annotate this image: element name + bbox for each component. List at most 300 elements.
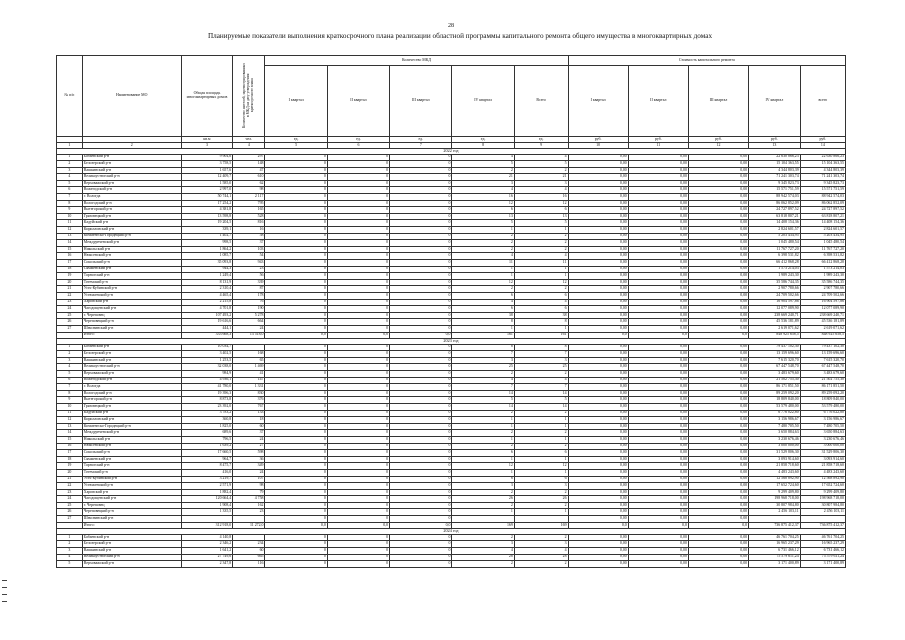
table-cell: 169 bbox=[452, 522, 514, 529]
table-cell: 0,00 bbox=[688, 502, 748, 509]
table-cell: 26 bbox=[514, 496, 568, 503]
table-cell: 0 bbox=[327, 483, 389, 490]
table-cell: 0 bbox=[327, 161, 389, 168]
table-cell: Кирилловский р-н bbox=[82, 227, 181, 234]
table-row bbox=[57, 273, 846, 280]
header-cq1: I квартал bbox=[568, 66, 628, 137]
table-row bbox=[57, 306, 846, 313]
table-cell: 0 bbox=[265, 456, 327, 463]
table-cell: 18 809 840,00 bbox=[800, 397, 845, 404]
table-cell: 0 bbox=[327, 516, 389, 523]
table-cell: 2 456 103,11 bbox=[749, 509, 801, 516]
table-cell: 0,00 bbox=[628, 200, 688, 207]
table-cell: 53 579 480,00 bbox=[749, 403, 801, 410]
table-cell: 0,00 bbox=[568, 167, 628, 174]
unit-cell: кв.м bbox=[181, 137, 233, 143]
table-cell: 107 bbox=[233, 476, 265, 483]
table-cell: 0 bbox=[390, 200, 452, 207]
table-cell: 0 bbox=[327, 390, 389, 397]
table-cell: 0 bbox=[265, 469, 327, 476]
table-cell: 9 345 823,73 bbox=[749, 180, 801, 187]
table-cell: 14 bbox=[57, 240, 83, 247]
table-cell: 21 858 718,60 bbox=[749, 463, 801, 470]
column-number: 5 bbox=[265, 143, 327, 149]
table-cell: 0,00 bbox=[628, 443, 688, 450]
table-cell: 89 259 092,20 bbox=[800, 390, 845, 397]
table-cell: 0 bbox=[390, 554, 452, 561]
table-cell: 848 925 658,5 bbox=[800, 332, 845, 339]
table-cell: 45 536 181,89 bbox=[749, 319, 801, 326]
table-cell: 0,00 bbox=[628, 240, 688, 247]
table-cell: 0,00 bbox=[628, 496, 688, 503]
table-row bbox=[57, 240, 846, 247]
table-cell: 0,00 bbox=[688, 273, 748, 280]
table-row bbox=[57, 325, 846, 332]
table-cell: 8 475,7 bbox=[181, 463, 233, 470]
table-cell: 27 bbox=[233, 443, 265, 450]
table-cell: 0,00 bbox=[628, 476, 688, 483]
table-cell: 2 bbox=[514, 246, 568, 253]
table-cell: 60 bbox=[233, 423, 265, 430]
table-cell: 0,0 bbox=[568, 522, 628, 529]
column-number: 8 bbox=[452, 143, 514, 149]
table-cell: 0 bbox=[327, 260, 389, 267]
table-cell: 0,00 bbox=[688, 423, 748, 430]
table-cell: 3 230 676,46 bbox=[749, 436, 801, 443]
table-row bbox=[57, 220, 846, 227]
table-cell: 6 398 531,82 bbox=[749, 253, 801, 260]
table-cell: 0,00 bbox=[688, 253, 748, 260]
table-cell: 4 bbox=[57, 554, 83, 561]
table-cell: 4 bbox=[514, 377, 568, 384]
table-cell: 71 241 303,74 bbox=[800, 174, 845, 181]
table-cell: 0,00 bbox=[688, 319, 748, 326]
table-cell: 0 bbox=[327, 377, 389, 384]
table-cell: 169 bbox=[514, 522, 568, 529]
table-cell: 6 bbox=[514, 292, 568, 299]
table-cell: Вожегодский р-н bbox=[82, 187, 181, 194]
margin-mark bbox=[2, 601, 7, 602]
table-cell: 0 bbox=[390, 469, 452, 476]
table-cell: 1 573 214,03 bbox=[749, 266, 801, 273]
table-cell: 0 bbox=[327, 384, 389, 391]
table-cell: 0 bbox=[327, 463, 389, 470]
table-cell: 0,00 bbox=[688, 187, 748, 194]
table-cell: 2 456 103,11 bbox=[800, 509, 845, 516]
table-cell: 0 bbox=[390, 253, 452, 260]
table-cell: 13 bbox=[452, 213, 514, 220]
table-cell: 1 253,5 bbox=[181, 357, 233, 364]
table-cell: 0,00 bbox=[568, 377, 628, 384]
table-cell: 2 bbox=[452, 502, 514, 509]
table-cell: Никольский р-н bbox=[82, 246, 181, 253]
table-cell: 2 bbox=[514, 502, 568, 509]
table-cell: 25 bbox=[452, 364, 514, 371]
table-cell: 4 381,8 bbox=[181, 207, 233, 214]
header-ctotal: всего bbox=[800, 66, 845, 137]
table-cell: Нюксенский р-н bbox=[82, 253, 181, 260]
table-cell: 3 bbox=[514, 483, 568, 490]
table-cell: 3 650 884,63 bbox=[749, 430, 801, 437]
table-cell: 67 447 548,70 bbox=[800, 364, 845, 371]
table-cell: 0 bbox=[390, 174, 452, 181]
header-num: № п/п bbox=[57, 56, 83, 137]
table-cell: 0,00 bbox=[688, 547, 748, 554]
table-cell: 0,00 bbox=[688, 476, 748, 483]
margin-mark bbox=[2, 587, 7, 588]
table-cell: 3 bbox=[57, 547, 83, 554]
table-cell: 0 bbox=[265, 496, 327, 503]
table-cell: 0,00 bbox=[628, 534, 688, 541]
table-cell: 0 bbox=[390, 443, 452, 450]
table-cell: 12 bbox=[57, 417, 83, 424]
table-cell: 0 bbox=[327, 207, 389, 214]
unit-cell: ед. bbox=[390, 137, 452, 143]
table-cell: 0 bbox=[390, 180, 452, 187]
table-cell: 0 bbox=[327, 312, 389, 319]
table-cell: 795 bbox=[233, 200, 265, 207]
table-cell: 16 bbox=[514, 194, 568, 201]
table-cell: 0,00 bbox=[688, 534, 748, 541]
table-cell: 0 bbox=[390, 489, 452, 496]
table-cell: 6 bbox=[452, 207, 514, 214]
table-cell: 5 bbox=[452, 220, 514, 227]
table-cell: 0 bbox=[390, 364, 452, 371]
table-cell: 9 bbox=[57, 397, 83, 404]
table-cell: Верховажский р-н bbox=[82, 371, 181, 378]
table-row bbox=[57, 246, 846, 253]
table-cell: 0 bbox=[390, 299, 452, 306]
table-row bbox=[57, 174, 846, 181]
table-cell: 2 bbox=[514, 233, 568, 240]
table-row bbox=[57, 299, 846, 306]
table-row bbox=[57, 351, 846, 358]
table-cell: 0,00 bbox=[628, 260, 688, 267]
table-cell: Междуреченский р-н bbox=[82, 430, 181, 437]
table-cell: 3 758,5 bbox=[181, 161, 233, 168]
table-cell: 0 bbox=[390, 371, 452, 378]
table-cell: 14 408 154,36 bbox=[800, 220, 845, 227]
table-cell: 14 bbox=[514, 390, 568, 397]
table-cell: 0,00 bbox=[688, 456, 748, 463]
table-cell: Бабаевский р-н bbox=[82, 534, 181, 541]
table-cell: 89 259 092,20 bbox=[749, 390, 801, 397]
table-cell: 1 bbox=[57, 154, 83, 161]
table-cell: 1 bbox=[514, 509, 568, 516]
table-cell: Шекснинский р-н bbox=[82, 516, 181, 523]
table-cell: 0,00 bbox=[628, 364, 688, 371]
table-cell: 0,0 bbox=[327, 332, 389, 339]
table-cell: 0,00 bbox=[628, 456, 688, 463]
table-cell: 38 bbox=[514, 312, 568, 319]
table-cell bbox=[57, 332, 83, 339]
table-cell: 0,00 bbox=[568, 469, 628, 476]
table-cell: 88 942 574,03 bbox=[749, 194, 801, 201]
table-cell: 1 469 bbox=[233, 364, 265, 371]
table-cell: 11 bbox=[57, 220, 83, 227]
table-cell: 3 171 400,89 bbox=[800, 561, 845, 568]
table-cell: 2 824 601,57 bbox=[800, 227, 845, 234]
table-cell: 0 bbox=[390, 463, 452, 470]
table-row bbox=[57, 509, 846, 516]
table-cell: 23 bbox=[57, 299, 83, 306]
table-cell: 30 807 984,80 bbox=[749, 502, 801, 509]
table-cell: 0,00 bbox=[688, 561, 748, 568]
table-cell: 4 bbox=[452, 253, 514, 260]
table-cell: 9 299 409,80 bbox=[749, 489, 801, 496]
table-cell: 19 204,5 bbox=[181, 220, 233, 227]
table-cell: Чагодощенский р-н bbox=[82, 496, 181, 503]
table-cell: 767 bbox=[233, 403, 265, 410]
table-cell: 19 396,3 bbox=[181, 390, 233, 397]
table-cell: 0,00 bbox=[688, 312, 748, 319]
table-cell: 2 bbox=[514, 371, 568, 378]
table-cell: 2 310,4 bbox=[181, 286, 233, 293]
table-row bbox=[57, 384, 846, 391]
table-cell: 0,0 bbox=[390, 522, 452, 529]
table-cell: 2 bbox=[452, 371, 514, 378]
table-cell: 0 bbox=[265, 344, 327, 351]
table-cell: 4 bbox=[514, 299, 568, 306]
table-cell: 178 bbox=[233, 292, 265, 299]
table-row bbox=[57, 279, 846, 286]
table-cell: 0 bbox=[390, 292, 452, 299]
table-row bbox=[57, 312, 846, 319]
table-cell: 0,00 bbox=[628, 403, 688, 410]
table-cell: 848 925 658,5 bbox=[749, 332, 801, 339]
table-cell: 3 000 000,00 bbox=[749, 443, 801, 450]
table-cell: 0,00 bbox=[628, 180, 688, 187]
table-cell: 98 bbox=[233, 483, 265, 490]
table-cell: 24 bbox=[57, 306, 83, 313]
table-cell: 0 bbox=[390, 279, 452, 286]
table-cell: 5 bbox=[514, 397, 568, 404]
table-cell: 0,00 bbox=[568, 502, 628, 509]
table-cell: 10 bbox=[57, 403, 83, 410]
table-cell: 5 bbox=[57, 371, 83, 378]
table-cell: 0 bbox=[327, 547, 389, 554]
table-cell: 964,7 bbox=[181, 456, 233, 463]
table-cell: 0,00 bbox=[628, 253, 688, 260]
table-row bbox=[57, 534, 846, 541]
table-cell: 0,00 bbox=[628, 554, 688, 561]
table-cell: 0 bbox=[390, 233, 452, 240]
header-area: Общая площадь многоквартирных домов bbox=[181, 56, 233, 137]
table-cell: Белозерский р-н bbox=[82, 351, 181, 358]
table-cell: 0,00 bbox=[568, 161, 628, 168]
header-cq3: III квартал bbox=[688, 66, 748, 137]
table-cell: 7 615 320,70 bbox=[749, 357, 801, 364]
table-cell: 0,00 bbox=[688, 430, 748, 437]
table-row bbox=[57, 450, 846, 457]
table-cell: 46 761 704,25 bbox=[800, 534, 845, 541]
table-cell: 0 bbox=[327, 227, 389, 234]
table-cell: 1 331 bbox=[233, 384, 265, 391]
table-cell: 17 bbox=[57, 450, 83, 457]
table-cell: 0 bbox=[265, 161, 327, 168]
table-cell: 0,00 bbox=[628, 397, 688, 404]
table-cell: 1 908,4 bbox=[181, 502, 233, 509]
unit-cell: ед. bbox=[327, 137, 389, 143]
table-cell: 2 bbox=[514, 561, 568, 568]
table-cell: 38 bbox=[452, 312, 514, 319]
table-cell: 0 bbox=[265, 476, 327, 483]
table-cell: 65 bbox=[233, 357, 265, 364]
table-cell: г. Череповец bbox=[82, 502, 181, 509]
table-row bbox=[57, 417, 846, 424]
header-cq4: IV квартал bbox=[749, 66, 801, 137]
table-cell: 0 bbox=[327, 509, 389, 516]
table-cell: 0,00 bbox=[628, 174, 688, 181]
table-cell: 1 045 480,54 bbox=[749, 240, 801, 247]
table-row bbox=[57, 194, 846, 201]
table-cell: 5 bbox=[57, 180, 83, 187]
table-cell: 41 780,0 bbox=[181, 384, 233, 391]
total-row bbox=[57, 332, 846, 339]
table-cell: 7 bbox=[514, 384, 568, 391]
table-cell: 0,00 bbox=[628, 483, 688, 490]
table-cell: 26 bbox=[57, 319, 83, 326]
table-cell: 0 bbox=[265, 306, 327, 313]
table-cell: 24 bbox=[233, 469, 265, 476]
table-cell: 0 bbox=[390, 561, 452, 568]
table-cell: 76 bbox=[233, 299, 265, 306]
table-cell: 148 bbox=[233, 161, 265, 168]
table-cell: 15 bbox=[57, 436, 83, 443]
table-cell: Грязовецкий р-н bbox=[82, 213, 181, 220]
table-cell: 24 709 502,66 bbox=[749, 292, 801, 299]
table-cell: 37 bbox=[233, 240, 265, 247]
table-cell: Нюксенский р-н bbox=[82, 443, 181, 450]
table-cell: 13 bbox=[514, 213, 568, 220]
table-cell: 0,00 bbox=[688, 220, 748, 227]
table-cell: 75 579 611,24 bbox=[749, 554, 801, 561]
table-cell: 6 398 531,82 bbox=[800, 253, 845, 260]
table-cell: 0,00 bbox=[628, 233, 688, 240]
table-cell: 6 731 466,12 bbox=[800, 547, 845, 554]
table-cell: 0 bbox=[327, 469, 389, 476]
table-cell: 190 bbox=[233, 306, 265, 313]
table-cell: Бабаевский р-н bbox=[82, 154, 181, 161]
table-cell: 24 727 897,52 bbox=[800, 207, 845, 214]
table-cell: 12 bbox=[514, 200, 568, 207]
table-cell: 18 809 840,00 bbox=[749, 397, 801, 404]
table-cell: 0 bbox=[265, 561, 327, 568]
table-cell: 16 bbox=[452, 194, 514, 201]
table-cell: 0,00 bbox=[568, 351, 628, 358]
table-cell: 0,00 bbox=[628, 351, 688, 358]
table-cell: 0 bbox=[327, 423, 389, 430]
table-cell: Кадуйский р-н bbox=[82, 410, 181, 417]
table-cell: 0,00 bbox=[628, 325, 688, 332]
table-cell: 27 749,6 bbox=[181, 554, 233, 561]
table-cell: 0,00 bbox=[568, 397, 628, 404]
table-cell: 168 bbox=[233, 351, 265, 358]
table-cell: 2 907 780,66 bbox=[749, 286, 801, 293]
table-cell: Междуреченский р-н bbox=[82, 240, 181, 247]
table-cell: 21 bbox=[514, 174, 568, 181]
table-cell: 0 bbox=[265, 371, 327, 378]
table-cell: 0 bbox=[265, 194, 327, 201]
table-cell: 0 bbox=[327, 554, 389, 561]
table-cell: 0,00 bbox=[688, 357, 748, 364]
table-cell: 0 bbox=[390, 319, 452, 326]
table-row bbox=[57, 561, 846, 568]
table-cell: 15 bbox=[57, 246, 83, 253]
table-cell: 0,00 bbox=[628, 286, 688, 293]
table-cell: 944,3 bbox=[181, 266, 233, 273]
table-cell: 0,00 bbox=[628, 220, 688, 227]
table-cell: 0 bbox=[327, 496, 389, 503]
table-cell: 984,9 bbox=[181, 371, 233, 378]
table-cell: 198 968 718,00 bbox=[749, 496, 801, 503]
table-cell: 21 bbox=[57, 476, 83, 483]
table-cell: 1 585,0 bbox=[181, 180, 233, 187]
page-number: 28 bbox=[448, 23, 454, 29]
year-label: 2022 год bbox=[57, 149, 846, 155]
table-cell: 32 038,0 bbox=[181, 364, 233, 371]
table-cell: 0 bbox=[265, 541, 327, 548]
table-cell: 0 bbox=[390, 417, 452, 424]
table-cell: 107 493,2 bbox=[181, 312, 233, 319]
table-cell: 0 bbox=[327, 476, 389, 483]
table-cell: 7 bbox=[452, 351, 514, 358]
table-cell: 2 bbox=[514, 410, 568, 417]
table-cell: 0,00 bbox=[688, 489, 748, 496]
table-row bbox=[57, 344, 846, 351]
table-row bbox=[57, 516, 846, 523]
table-cell: 0 bbox=[265, 502, 327, 509]
header-residents: Количество жителей, зарегистрированных в МКД на дату утверждения краткосрочного плана bbox=[241, 62, 254, 128]
table-cell: 8 bbox=[514, 344, 568, 351]
table-cell: 0 bbox=[265, 220, 327, 227]
table-cell: 0 bbox=[327, 194, 389, 201]
table-cell: 0,00 bbox=[688, 279, 748, 286]
table-row bbox=[57, 286, 846, 293]
table-cell: 1 864,2 bbox=[181, 246, 233, 253]
table-cell: 0 bbox=[390, 483, 452, 490]
table-cell: 0 bbox=[327, 489, 389, 496]
table-cell: 5 bbox=[57, 561, 83, 568]
table-cell: 161 bbox=[514, 332, 568, 339]
table-cell: 0 bbox=[265, 534, 327, 541]
table-cell: 0,00 bbox=[628, 390, 688, 397]
table-cell: 45 536 181,89 bbox=[800, 319, 845, 326]
table-cell: 7 480 705,50 bbox=[800, 423, 845, 430]
table-cell: 79 437 102,30 bbox=[749, 344, 801, 351]
table-row bbox=[57, 410, 846, 417]
table-cell: 21 bbox=[452, 174, 514, 181]
table-cell: 28 bbox=[452, 554, 514, 561]
table-cell: 0,00 bbox=[688, 463, 748, 470]
table-cell: 796,5 bbox=[181, 436, 233, 443]
table-cell: 0,00 bbox=[568, 364, 628, 371]
table-cell: 0 bbox=[265, 554, 327, 561]
table-cell: 0,00 bbox=[688, 410, 748, 417]
table-cell: Грязовецкий р-н bbox=[82, 403, 181, 410]
table-cell: 0,00 bbox=[688, 233, 748, 240]
table-cell: 0,00 bbox=[568, 417, 628, 424]
table-cell: 0,00 bbox=[628, 154, 688, 161]
table-row bbox=[57, 167, 846, 174]
table-cell: 2 824 601,57 bbox=[749, 227, 801, 234]
table-cell: 1 bbox=[452, 266, 514, 273]
table-cell: 37 bbox=[233, 430, 265, 437]
table-cell: 0,00 bbox=[628, 299, 688, 306]
table-cell: 0 bbox=[390, 496, 452, 503]
table-cell: 2 bbox=[452, 240, 514, 247]
table-cell: 0,00 bbox=[688, 299, 748, 306]
